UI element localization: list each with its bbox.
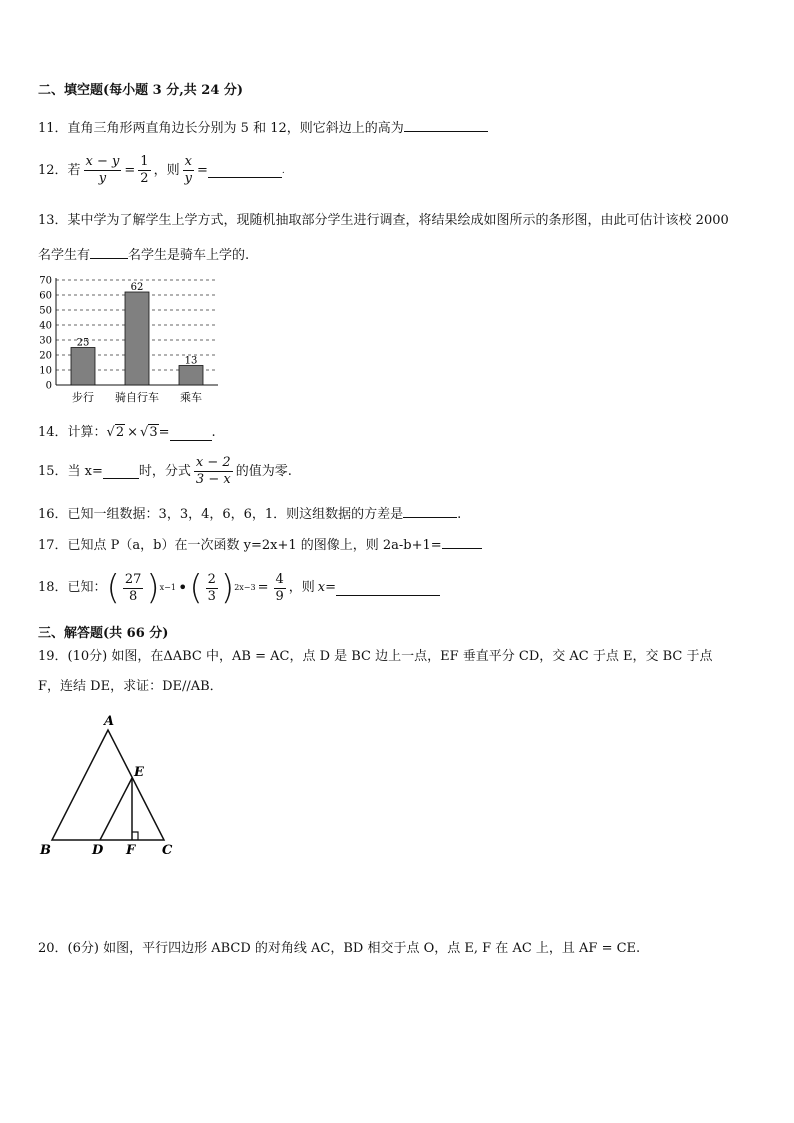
- fraction-one-half: [138, 154, 150, 187]
- question-13-line1: 13．某中学为了解学生上学方式，现随机抽取部分学生进行调查，将结果绘成如图所示的条形图，由此可估计该校 2000: [38, 213, 729, 228]
- fraction-numerator: x: [184, 154, 192, 169]
- sqrt-3: √3: [140, 425, 158, 440]
- question-12-prefix: 12．若: [38, 162, 81, 178]
- y-tick-label: 10: [39, 365, 52, 377]
- right-paren: ): [146, 568, 160, 608]
- category-label: 骑自行车: [115, 391, 159, 404]
- question-15-prefix: 15．当 x=: [38, 463, 103, 479]
- question-17: [38, 534, 482, 555]
- dot-operator: •: [177, 578, 188, 597]
- question-14: [38, 424, 216, 442]
- question-19-line1: 19．(10分) 如图，在ΔABC 中，AB = AC，点 D 是 BC 边上一点，EF 垂直平分 CD，交 AC 于点 E，交 BC 于点: [38, 649, 713, 664]
- label-d: D: [92, 843, 104, 858]
- fraction-numerator: 4: [275, 571, 284, 587]
- bar-1: [71, 348, 95, 386]
- y-tick-label: 30: [39, 335, 52, 347]
- category-label: 步行: [72, 391, 94, 404]
- fraction-4-over-9: [274, 572, 286, 605]
- answer-blank-16[interactable]: [403, 503, 457, 518]
- chart-bars: [71, 292, 203, 385]
- label-e: E: [134, 765, 144, 780]
- fraction-x-minus-y-over-y: [84, 154, 122, 187]
- fraction-denominator: 3 − x: [195, 472, 231, 487]
- section-2-heading: 二、填空题(每小题 3 分,共 24 分): [38, 83, 244, 98]
- y-tick-label: 70: [39, 275, 52, 287]
- answer-blank-12[interactable]: [208, 163, 282, 178]
- label-f: F: [126, 843, 136, 858]
- question-13-line2-b: 名学生是骑车上学的.: [128, 248, 250, 263]
- fraction-numerator: x − 2: [195, 455, 231, 470]
- question-15-tail: 的值为零.: [235, 463, 292, 479]
- question-12-end: .: [281, 165, 285, 176]
- equals-sign: =: [325, 580, 337, 595]
- left-paren: (: [189, 568, 203, 608]
- equals-sign: =: [257, 580, 269, 595]
- fraction-denominator: 3: [207, 588, 216, 604]
- fraction-denominator: 2: [140, 171, 149, 186]
- question-20: 20．(6分) 如图，平行四边形 ABCD 的对角线 AC，BD 相交于点 O，点 E, F 在 AC 上，且 AF = CE.: [38, 941, 641, 956]
- data-label: 62: [130, 282, 144, 293]
- y-tick-label: 0: [45, 380, 52, 392]
- chart-y-ticks: [39, 276, 52, 392]
- fraction-denominator: 9: [275, 588, 284, 604]
- question-15-mid: 时，分式: [138, 463, 191, 479]
- label-b: B: [40, 843, 51, 858]
- question-13-line2-a: 名学生有: [38, 248, 91, 263]
- sqrt-2: √2: [106, 425, 125, 440]
- answer-blank-14[interactable]: [170, 426, 212, 441]
- label-c: C: [162, 843, 173, 858]
- category-label: 乘车: [180, 391, 202, 404]
- question-16-end: .: [457, 507, 462, 522]
- bar-2: [125, 292, 149, 385]
- right-paren: ): [220, 568, 235, 608]
- question-12-mid: ，则: [153, 162, 180, 178]
- question-14-end: .: [211, 425, 216, 440]
- question-13-line2: [38, 244, 249, 265]
- fraction-denominator: y: [98, 171, 107, 186]
- question-15: [38, 455, 292, 488]
- fraction-x-minus-2-over-3-minus-x: [194, 455, 233, 488]
- bar-chart: [30, 272, 230, 407]
- answer-blank-18[interactable]: [336, 581, 440, 596]
- data-label: 13: [184, 355, 198, 367]
- bar-3: [179, 366, 203, 386]
- section-3-heading: 三、解答题(共 66 分): [38, 626, 169, 641]
- question-16-text: 16．已知一组数据：3，3，4，6，6，1．则这组数据的方差是: [38, 507, 404, 522]
- exponent-2x-minus-3: 2x−3: [234, 583, 256, 592]
- fraction-numerator: x − y: [85, 154, 120, 169]
- times-sign: ×: [127, 425, 139, 440]
- segment-de: [100, 778, 132, 840]
- fraction-denominator: y: [184, 171, 192, 186]
- fraction-numerator: 1: [140, 154, 149, 169]
- question-17-text: 17．已知点 P（a，b）在一次函数 y=2x+1 的图像上，则 2a-b+1=: [38, 538, 442, 553]
- equals-sign: =: [124, 162, 136, 178]
- question-18-prefix: 18．已知：: [38, 580, 107, 595]
- label-a: A: [104, 714, 115, 729]
- question-16: [38, 503, 461, 524]
- question-19-line2: F，连结 DE，求证：DE//AB．: [38, 679, 223, 694]
- equals-sign: =: [158, 425, 170, 440]
- triangle-figure: [36, 710, 186, 860]
- y-tick-label: 50: [39, 305, 52, 317]
- fraction-x-over-y: [183, 154, 194, 187]
- question-14-prefix: 14．计算：: [38, 425, 107, 440]
- answer-blank-11[interactable]: [404, 117, 488, 132]
- question-18: [38, 566, 440, 610]
- radicand: 2: [115, 425, 125, 440]
- data-label: 25: [76, 337, 90, 349]
- answer-blank-17[interactable]: [442, 534, 482, 549]
- variable-x: x: [317, 580, 326, 595]
- question-11-text: 11．直角三角形两直角边长分别为 5 和 12，则它斜边上的高为: [38, 121, 404, 136]
- y-tick-label: 40: [39, 320, 52, 332]
- y-tick-label: 60: [39, 290, 52, 302]
- answer-blank-15[interactable]: [103, 464, 139, 479]
- question-12-tail: =: [196, 162, 208, 178]
- left-paren: (: [106, 568, 120, 608]
- answer-blank-13[interactable]: [90, 244, 128, 259]
- question-18-tail: ，则: [288, 580, 315, 595]
- right-angle-mark: [132, 832, 138, 840]
- chart-category-labels: [72, 390, 202, 404]
- fraction-denominator: 8: [128, 588, 138, 604]
- y-tick-label: 20: [39, 350, 52, 362]
- exponent-x-minus-1: x−1: [159, 583, 176, 592]
- fraction-27-over-8: [123, 572, 144, 605]
- radicand: 3: [149, 425, 158, 440]
- question-11: [38, 117, 488, 138]
- fraction-2-over-3: [206, 572, 218, 605]
- fraction-numerator: 2: [207, 571, 216, 587]
- fraction-numerator: 27: [124, 571, 142, 587]
- question-12: [38, 154, 285, 187]
